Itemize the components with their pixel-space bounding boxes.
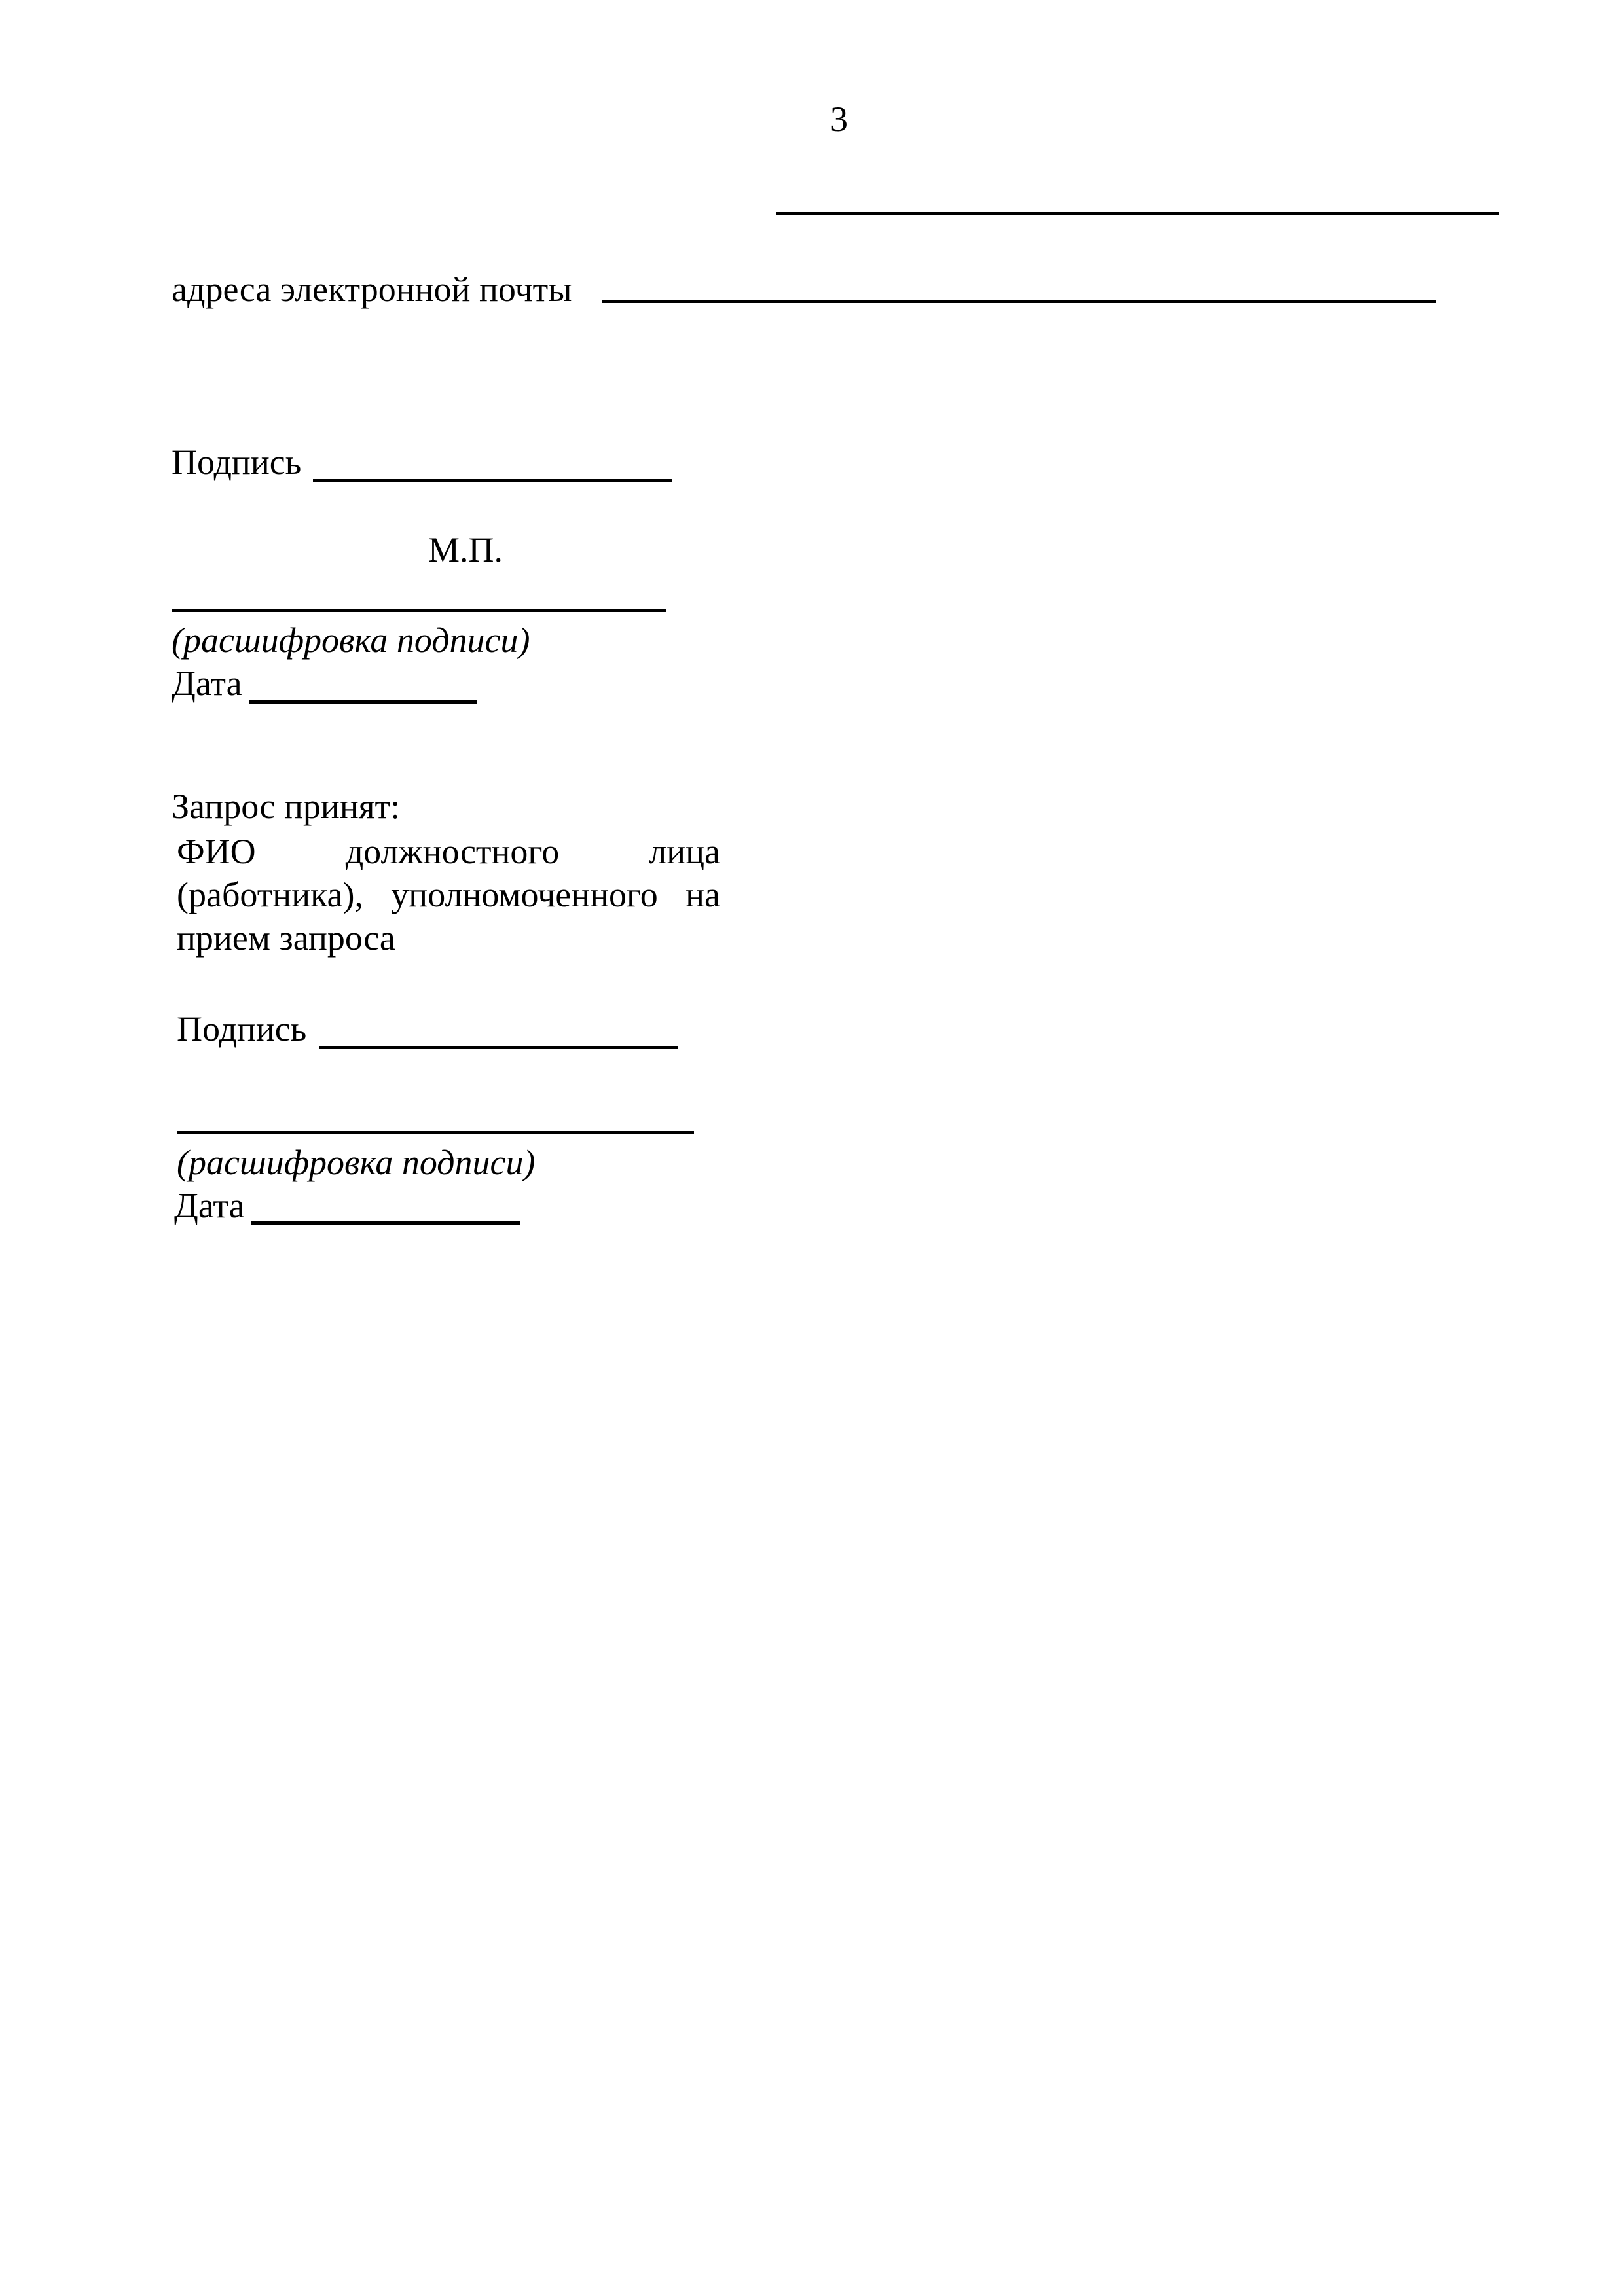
signature-field-line[interactable] (313, 479, 672, 482)
official-signature-field-line[interactable] (319, 1046, 678, 1049)
official-name-text: ФИО должностного лица (работника), уполномоченного на прием запроса (177, 832, 720, 958)
email-label: адреса электронной почты (172, 270, 572, 309)
page-number: 3 (830, 99, 848, 139)
stamp-label: М.П. (428, 530, 503, 569)
official-signature-decode-label: (расшифровка подписи) (177, 1143, 536, 1182)
signature-decode-line[interactable] (172, 609, 666, 612)
top-blank-line[interactable] (776, 212, 1499, 215)
email-field-line[interactable] (602, 300, 1436, 303)
date-field-line[interactable] (249, 700, 477, 704)
official-signature-label: Подпись (177, 1009, 307, 1049)
request-accepted-label: Запрос принят: (172, 787, 401, 826)
official-signature-decode-line[interactable] (177, 1131, 694, 1134)
signature-decode-label: (расшифровка подписи) (172, 620, 530, 660)
official-date-field-line[interactable] (251, 1221, 520, 1225)
date-label: Дата (172, 664, 242, 703)
official-date-label: Дата (174, 1186, 245, 1225)
signature-label: Подпись (172, 442, 302, 482)
